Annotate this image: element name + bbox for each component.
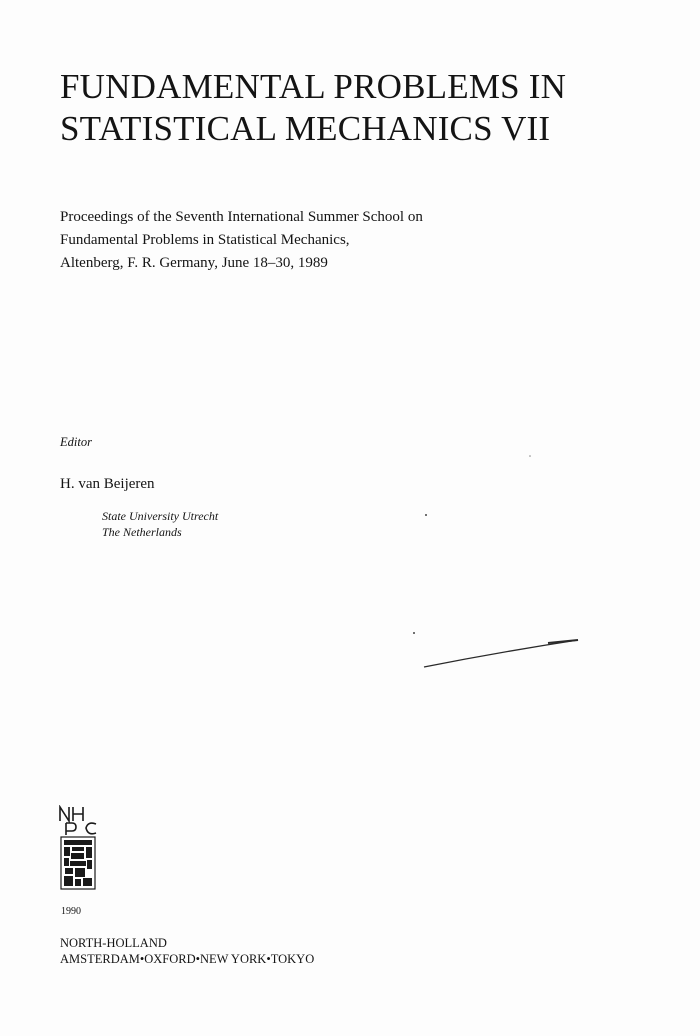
proceedings-line-1: Proceedings of the Seventh International Summer School on: [60, 209, 423, 225]
affiliation-line-1: State University Utrecht: [102, 509, 219, 523]
editor-affiliation: [102, 508, 218, 540]
affiliation-line-2: The Netherlands: [102, 525, 182, 539]
pen-stroke-mark: [424, 640, 578, 667]
pen-stroke-tip: [548, 640, 578, 643]
proceedings-line-3: Altenberg, F. R. Germany, June 18–30, 1989: [60, 255, 328, 271]
book-title-line-2: STATISTICAL MECHANICS VII: [60, 109, 551, 148]
editor-role-label: Editor: [60, 435, 92, 449]
speck-mark: [425, 514, 427, 516]
publisher-cities: AMSTERDAM•OXFORD•NEW YORK•TOKYO: [60, 952, 315, 966]
proceedings-line-2: Fundamental Problems in Statistical Mechanics,: [60, 232, 350, 248]
speck-mark: [529, 455, 531, 457]
proceedings-description: [60, 206, 620, 275]
editor-name: H. van Beijeren: [60, 476, 155, 492]
speck-mark: [413, 632, 415, 634]
north-holland-logo-icon: [58, 805, 104, 891]
publisher: [60, 935, 314, 967]
publisher-name: NORTH-HOLLAND: [60, 936, 167, 950]
logo-lettering: [60, 807, 96, 835]
publication-year: 1990: [61, 906, 81, 917]
book-title: [60, 66, 680, 150]
book-title-line-1: FUNDAMENTAL PROBLEMS IN: [60, 67, 567, 106]
